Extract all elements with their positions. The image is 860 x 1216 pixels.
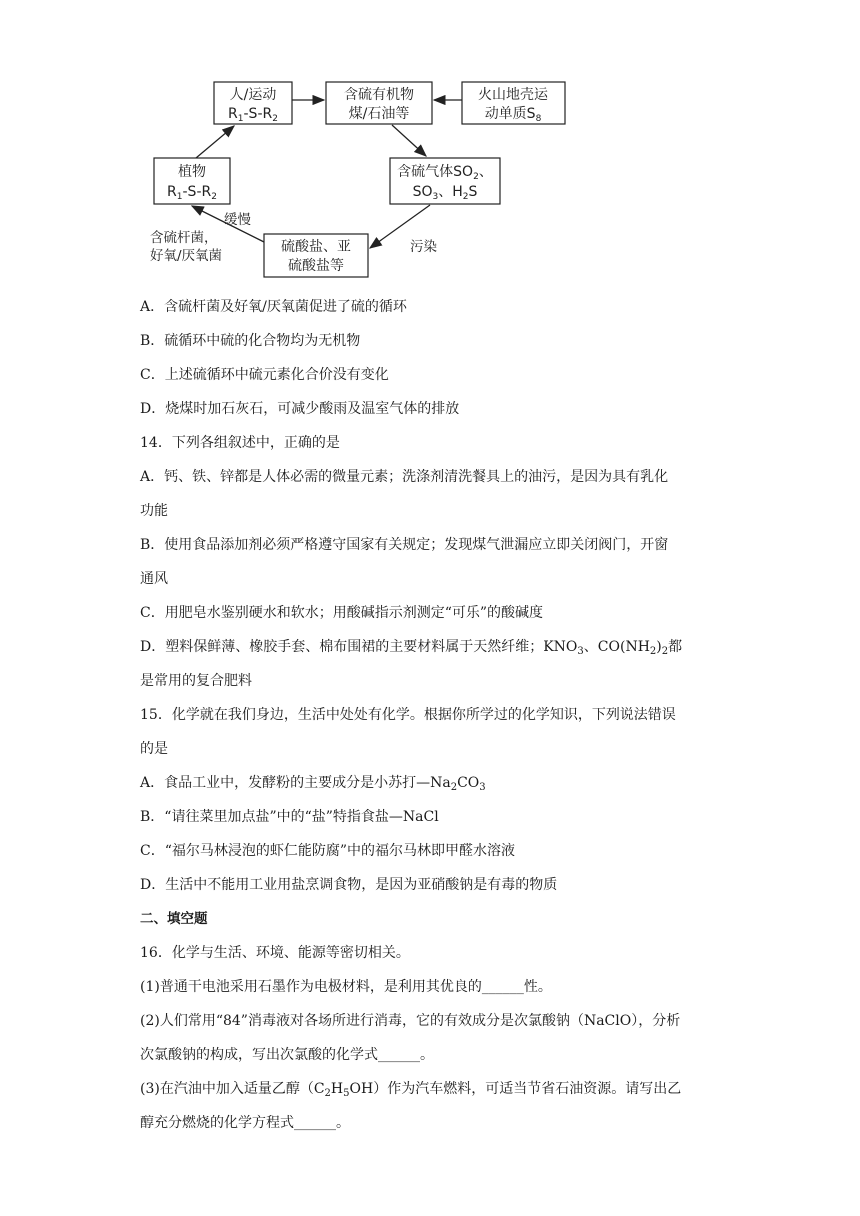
option-14a-line1: A．钙、铁、锌都是人体必需的微量元素；洗涤剂清洗餐具上的油污，是因为具有乳化 [140,469,669,485]
option-15c: C．“福尔马林浸泡的虾仁能防腐”中的福尔马林即甲醛水溶液 [140,843,516,859]
sulfur-cycle-diagram [140,70,590,285]
box-sulfate [264,234,368,277]
question-15-line1: 15．化学就在我们身边，生活中处处有化学。根据你所学过的化学知识，下列说法错误 [140,707,676,723]
box-organic-sub: 煤/石油等 [348,106,410,122]
label-bacteria-2: 好氧/厌氧菌 [150,248,223,264]
box-volcano-sub: 动单质$S_8$ [484,106,542,124]
option-14d-line2: 是常用的复合肥料 [140,673,252,689]
label-slow: 缓慢 [224,212,251,228]
box-plant [154,158,230,204]
option-13d: D．烧煤时加石灰石，可减少酸雨及温室气体的排放 [140,401,460,417]
arrow-organic-to-gas [392,125,426,156]
arrow-plant-to-human [196,126,234,158]
box-volcano-label: 火山地壳运 [478,87,548,103]
option-15b: B．“请往菜里加点盐”中的“盐”特指食盐—NaCl [140,809,439,825]
option-13c: C．上述硫循环中硫元素化合价没有变化 [140,367,389,383]
label-bacteria-1: 含硫杆菌， [150,230,218,246]
box-human [214,82,292,124]
box-plant-label: 植物 [178,164,206,180]
question-16: 16．化学与生活、环境、能源等密切相关。 [140,945,410,961]
question-16-part1: (1)普通干电池采用石墨作为电极材料，是利用其优良的______性。 [140,979,552,995]
box-gas-label: 含硫气体$SO_2$、 [397,164,493,182]
box-volcano [462,82,565,124]
question-16-part2-line2: 次氯酸钠的构成，写出次氯酸的化学式______。 [140,1047,434,1063]
option-15a: A．食品工业中，发酵粉的主要成分是小苏打$—Na_2CO_3$ [140,775,486,793]
option-14b-line2: 通风 [140,571,168,587]
box-sulfate-label: 硫酸盐、亚 [281,239,351,255]
box-human-label: 人/运动 [229,87,277,103]
box-organic-label: 含硫有机物 [344,87,414,103]
option-13a: A．含硫杆菌及好氧/厌氧菌促进了硫的循环 [140,299,407,315]
option-15d: D．生活中不能用工业用盐烹调食物，是因为亚硝酸钠是有毒的物质 [140,877,558,893]
box-sulfate-sub: 硫酸盐等 [288,258,344,274]
box-human-formula: $R_1-S-R_2$ [228,106,278,124]
option-14b-line1: B．使用食品添加剂必须严格遵守国家有关规定；发现煤气泄漏应立即关闭阀门，开窗 [140,537,669,553]
box-gas-formula: $SO_3$、$H_2S$ [412,184,478,202]
option-14d-line1: D．塑料保鲜薄、橡胶手套、棉布围裙的主要材料属于天然纤维；$KNO_3$、$CO(NH_2)_2$都 [140,639,683,657]
option-14c: C．用肥皂水鉴别硬水和软水；用酸碱指示剂测定“可乐”的酸碱度 [140,605,544,621]
question-16-part2-line1: (2)人们常用“84”消毒液对各场所进行消毒，它的有效成分是次氯酸钠（NaClO），分析 [140,1013,681,1029]
box-sulfur-gas [390,158,500,204]
box-organic-sulfur [326,82,432,124]
option-14a-line2: 功能 [140,503,168,519]
question-15-line2: 的是 [140,741,168,757]
question-14: 14．下列各组叙述中，正确的是 [140,435,340,451]
option-13b: B．硫循环中硫的化合物均为无机物 [140,333,361,349]
label-pollution: 污染 [410,239,437,255]
question-16-part3-line1: (3)在汽油中加入适量乙醇$(C_2H_5OH)$作为汽车燃料，可适当节省石油资源。请写出乙 [140,1081,682,1099]
question-16-part3-line2: 醇充分燃烧的化学方程式______。 [140,1115,350,1131]
box-plant-formula: $R_1-S-R_2$ [167,184,217,202]
section-heading-fill-in: 二、填空题 [140,911,208,927]
